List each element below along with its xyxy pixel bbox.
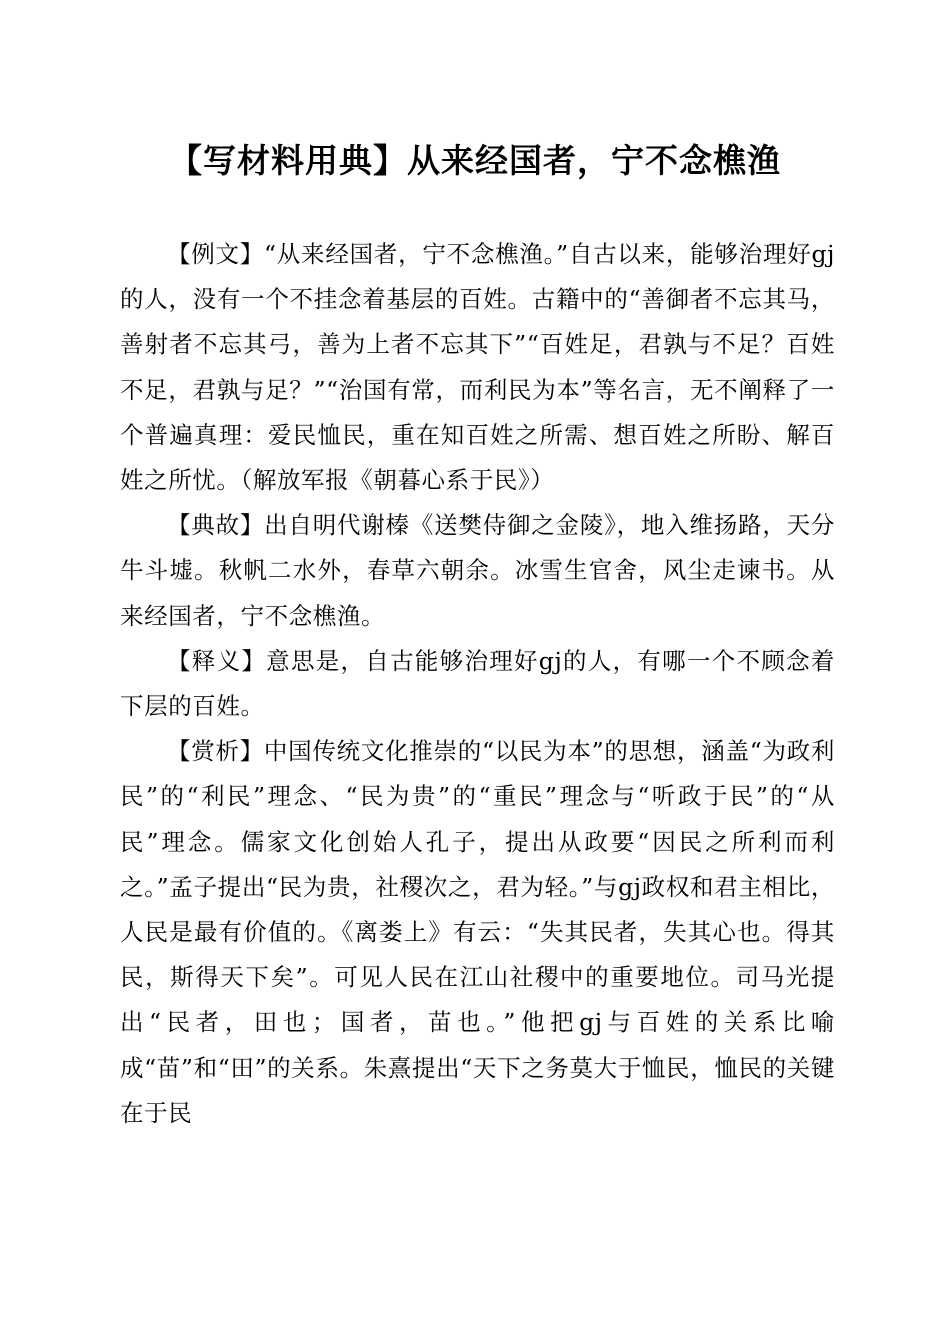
paragraph-example <box>120 232 835 503</box>
document-title: 【写材料用典】从来经国者，宁不念樵渔 <box>169 141 781 180</box>
paragraph-text: “从来经国者，宁不念樵渔。”自古以来，能够治理好gj的人，没有一个不挂念着基层的百姓。古籍中的“善御者不忘其马，善射者不忘其弓，善为上者不忘其下”“百姓足，君孰与不足？百姓不足，君孰与足？”“治国有常，而利民为本”等名言，无不阐释了一个普遍真理：爱民恤民，重在知百姓之所需、想百姓之所盼、解百姓之所忧。（解放军报《朝暮心系于民》） <box>120 240 835 495</box>
paragraph-tag: 【典故】 <box>167 511 265 540</box>
paragraph-allusion <box>120 503 835 639</box>
paragraph-text: 出自明代谢榛《送樊侍御之金陵》，地入维扬路，天分牛斗墟。秋帆二水外，春草六朝余。冰雪生官舍，风尘走谏书。从来经国者，宁不念樵渔。 <box>120 511 835 630</box>
paragraph-tag: 【释义】 <box>167 646 267 675</box>
paragraph-text: 意思是，自古能够治理好gj的人，有哪一个不顾念着下层的百姓。 <box>120 646 835 721</box>
paragraph-text: 中国传统文化推崇的“以民为本”的思想，涵盖“为政利民”的“利民”理念、“民为贵”的“重民”理念与“听政于民”的“从民”理念。儒家文化创始人孔子，提出从政要“因民之所利而利之。”孟子提出“民为贵，社稷次之，君为轻。”与gj政权和君主相比，人民是最有价值的。《离娄上》有云：“失其民者，失其心也。得其民，斯得天下矣”。可见人民在江山社稷中的重要地位。司马光提出“民者，田也；国者，苗也。”他把gj与百姓的关系比喻成“苗”和“田”的关系。朱熹提出“天下之务莫大于恤民，恤民的关键在于民 <box>120 737 836 1127</box>
paragraph-meaning <box>120 639 835 729</box>
paragraph-appreciation <box>120 729 835 1136</box>
document-body <box>120 232 835 1136</box>
paragraph-tag: 【赏析】 <box>167 737 264 766</box>
paragraph-tag: 【例文】 <box>167 240 265 268</box>
